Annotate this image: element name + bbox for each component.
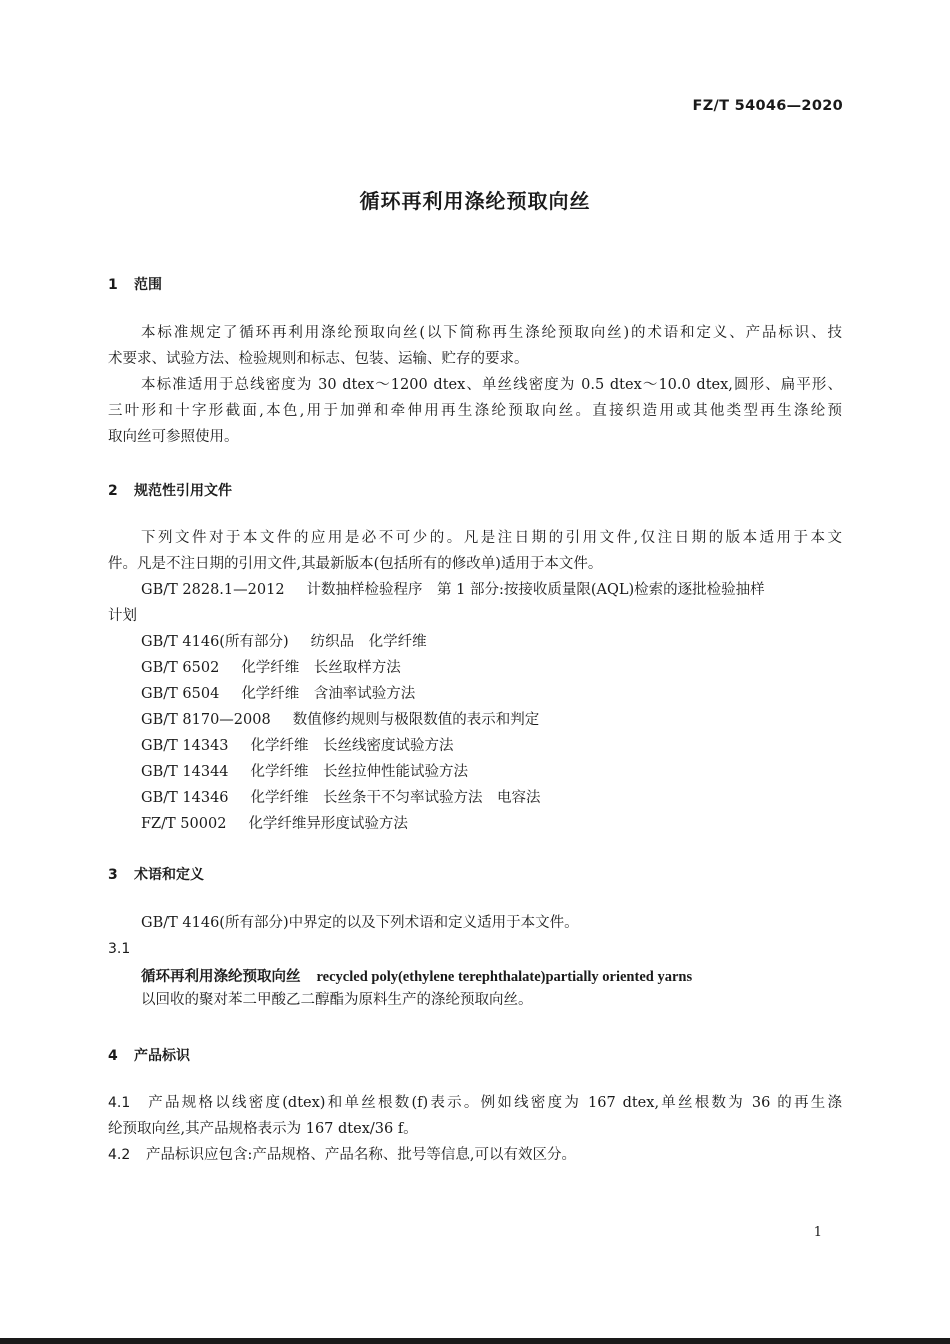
term-number: 3.1 [108, 941, 131, 957]
term-definition: 以回收的聚对苯二甲酸乙二醇酯为原料生产的涤纶预取向丝。 [141, 992, 533, 1008]
ref-item [141, 577, 842, 603]
clause-4-1-line1 [108, 1090, 842, 1116]
ref-code: GB/T 6502 [141, 660, 220, 676]
clause-number: 4.1 [108, 1095, 131, 1111]
ref-title: 数值修约规则与极限数值的表示和判定 [292, 712, 540, 728]
ref-code: FZ/T 50002 [141, 816, 227, 832]
ref-title: 化学纤维 长丝条干不匀率试验方法 电容法 [250, 790, 541, 806]
scope-para2-line3: 取向丝可参照使用。 [108, 429, 239, 445]
section-1-heading [108, 274, 162, 294]
ref-item [141, 733, 454, 759]
clause-number: 4.2 [108, 1147, 131, 1163]
section-title: 产品标识 [134, 1048, 190, 1064]
ref-item [141, 785, 541, 811]
page-number: 1 [813, 1225, 822, 1240]
clause-text: 产品规格以线密度(dtex)和单丝根数(f)表示。例如线密度为 167 dtex,单丝根数为 36 的再生涤 [146, 1095, 842, 1111]
term-entry [141, 965, 692, 986]
ref-item [141, 707, 539, 733]
ref-code: GB/T 4146(所有部分) [141, 634, 289, 650]
ref-item-continuation: 计划 [108, 608, 137, 624]
ref-code: GB/T 14346 [141, 790, 229, 806]
scope-para2-line1: 本标准适用于总线密度为 30 dtex～1200 dtex、单丝线密度为 0.5 dtex～10.0 dtex,圆形、扁平形、 [141, 377, 842, 393]
refs-intro-line1: 下列文件对于本文件的应用是必不可少的。凡是注日期的引用文件,仅注日期的版本适用于本文 [141, 530, 842, 546]
ref-title: 计数抽样检验程序 第 1 部分:按接收质量限(AQL)检索的逐批检验抽样 [306, 582, 765, 598]
ref-item [141, 655, 401, 681]
standard-number: FZ/T 54046—2020 [692, 98, 843, 114]
scope-para1-line2: 术要求、试验方法、检验规则和标志、包装、运输、贮存的要求。 [108, 351, 529, 367]
section-number: 4 [108, 1048, 118, 1064]
ref-title: 化学纤维 长丝取样方法 [241, 660, 401, 676]
ref-item [141, 681, 415, 707]
page-bottom-border [0, 1338, 950, 1344]
scope-para2-line2: 三叶形和十字形截面,本色,用于加弹和牵伸用再生涤纶预取向丝。直接织造用或其他类型再生涤纶预 [108, 403, 842, 419]
term-english: recycled poly(ethylene terephthalate)partially oriented yarns [316, 969, 693, 985]
section-number: 3 [108, 867, 118, 883]
clause-text: 产品标识应包含:产品规格、产品名称、批号等信息,可以有效区分。 [146, 1147, 576, 1163]
section-3-heading [108, 864, 204, 884]
ref-title: 化学纤维异形度试验方法 [248, 816, 408, 832]
ref-code: GB/T 6504 [141, 686, 220, 702]
ref-title: 纺织品 化学纤维 [310, 634, 427, 650]
ref-title: 化学纤维 长丝线密度试验方法 [250, 738, 454, 754]
clause-4-1-line2: 纶预取向丝,其产品规格表示为 167 dtex/36 f。 [108, 1121, 418, 1137]
section-title: 规范性引用文件 [134, 483, 232, 499]
section-title: 范围 [134, 277, 162, 293]
section-4-heading [108, 1045, 190, 1065]
section-title: 术语和定义 [134, 867, 204, 883]
terms-intro: GB/T 4146(所有部分)中界定的以及下列术语和定义适用于本文件。 [141, 915, 579, 931]
ref-code: GB/T 2828.1—2012 [141, 582, 285, 598]
ref-title: 化学纤维 长丝拉伸性能试验方法 [250, 764, 469, 780]
ref-code: GB/T 14344 [141, 764, 229, 780]
ref-item [141, 629, 427, 655]
ref-item [141, 759, 468, 785]
refs-intro-line2: 件。凡是不注日期的引用文件,其最新版本(包括所有的修改单)适用于本文件。 [108, 556, 603, 572]
section-2-heading [108, 480, 232, 500]
scope-para1-line1: 本标准规定了循环再利用涤纶预取向丝(以下简称再生涤纶预取向丝)的术语和定义、产品标识、技 [141, 325, 842, 341]
section-number: 2 [108, 483, 118, 499]
term-chinese: 循环再利用涤纶预取向丝 [141, 969, 301, 985]
ref-code: GB/T 14343 [141, 738, 229, 754]
clause-4-2 [108, 1142, 576, 1168]
ref-item [141, 811, 408, 837]
document-title: 循环再利用涤纶预取向丝 [359, 189, 591, 213]
ref-code: GB/T 8170—2008 [141, 712, 271, 728]
ref-title: 化学纤维 含油率试验方法 [241, 686, 416, 702]
section-number: 1 [108, 277, 118, 293]
